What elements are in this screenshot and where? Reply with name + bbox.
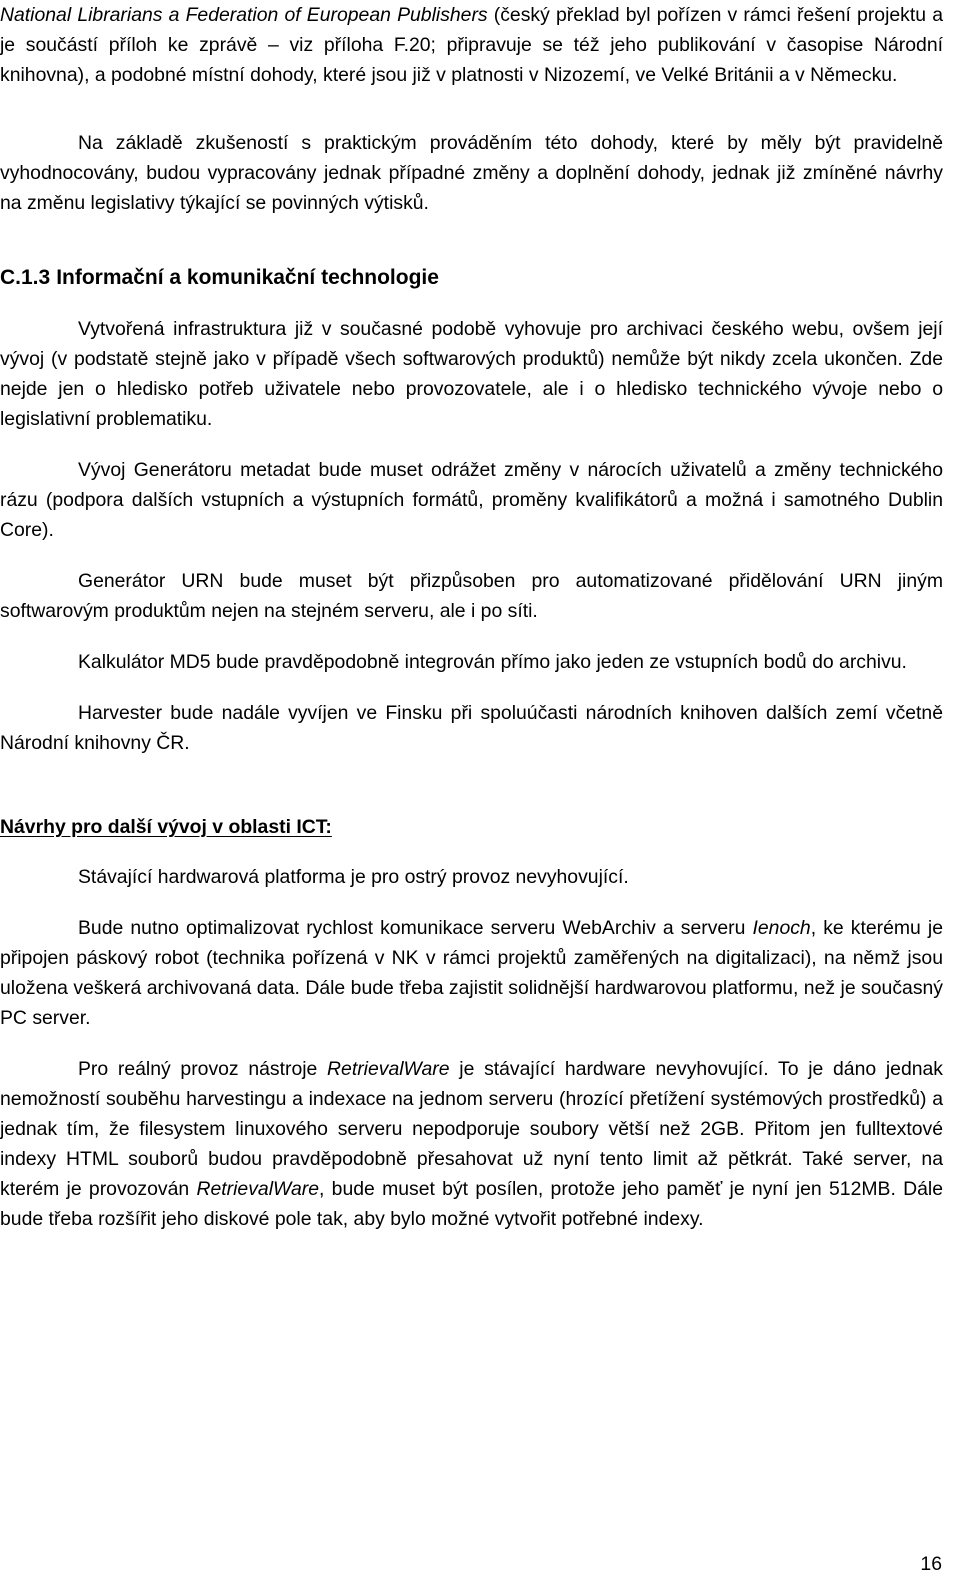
section-number: C.1.3 bbox=[0, 266, 51, 289]
page-number: 16 bbox=[920, 1553, 942, 1575]
paragraph-hardware-platform: Stávající hardwarová platforma je pro ostrý provoz nevyhovující. bbox=[78, 866, 629, 888]
paragraph-retrievalware-start: Pro reálný provoz nástroje bbox=[78, 1058, 328, 1080]
paragraph-retrievalware-end: , bude muset být posílen, protože jeho paměť je nyní jen 512MB. Dále bude třeba rozšířit jeho diskové pole tak, aby bylo možné vytvořit potřebné indexy. bbox=[0, 1178, 944, 1230]
paragraph-server-communication bbox=[0, 913, 943, 1033]
paragraph-server-communication-end: , ke kterému je připojen páskový robot (technika pořízená v NK v rámci projektů zaměřených na digitalizaci), na němž jsou uložena veškerá archivovaná data. Dále bude třeba zajistit solidnější hardwarovou platformu, než je současný PC server. bbox=[0, 917, 943, 1029]
ict-subheading: Návrhy pro další vývoj v oblasti ICT: bbox=[0, 816, 332, 838]
paragraph-server-communication-start: Bude nutno optimalizovat rychlost komunikace serveru WebArchiv a serveru bbox=[78, 917, 753, 939]
paragraph-urn-generator: Generátor URN bude muset být přizpůsoben pro automatizované přidělování URN jiným softwarovým produktům nejen na stejném serveru, ale i po síti. bbox=[0, 570, 943, 622]
paragraph-evaluation: Na základě zkušeností s praktickým prováděním této dohody, které by měly být pravidelně vyhodnocovány, budou vypracovány jednak případné změny a doplnění dohody, jednak již zmíněné návrhy na změnu legislativy týkající se povinných výtisků. bbox=[0, 132, 943, 214]
paragraph-agreement bbox=[0, 0, 943, 90]
retrievalware-italic-1: RetrievalWare bbox=[327, 1058, 450, 1080]
paragraph-retrievalware-middle: je stávající hardware nevyhovující. To je dáno jednak nemožností souběhu harvestingu a indexace na jednom serveru (hrozící přetížení systémových prostředků) a jednak tím, že filesystem linuxového serveru nepodporuje soubory větší než 2GB. Přitom jen fulltextové indexy HTML souborů budou pravděpodobně přesahovat už nyní tento limit až pětkrát. Také server, na kterém je provozován bbox=[0, 1058, 943, 1200]
paragraph-harvester: Harvester bude nadále vyvíjen ve Finsku při spoluúčasti národních knihoven dalších zemí včetně Národní knihovny ČR. bbox=[0, 702, 943, 754]
paragraph-metadata-generator: Vývoj Generátoru metadat bude muset odrážet změny v nárocích uživatelů a změny technického rázu (podpora dalších vstupních a výstupních formátů, proměny kvalifikátorů a možná i samotného Dublin Core). bbox=[0, 459, 943, 541]
section-heading bbox=[0, 262, 943, 294]
retrievalware-italic-2: RetrievalWare bbox=[196, 1178, 319, 1200]
server-name-italic: Ienoch bbox=[752, 917, 811, 939]
paragraph-md5-calculator: Kalkulátor MD5 bude pravděpodobně integrován přímo jako jeden ze vstupních bodů do archivu. bbox=[78, 651, 907, 673]
paragraph-agreement-text: (český překlad byl pořízen v rámci řešení projektu a je součástí příloh ke zprávě – viz příloha F.20; připravuje se též jeho publikování v časopise Národní knihovna), a podobné místní dohody, které jsou již v platnosti v Nizozemí, ve Velké Británii a v Německu. bbox=[0, 4, 943, 86]
paragraph-retrievalware bbox=[0, 1054, 943, 1234]
section-title: Informační a komunikační technologie bbox=[56, 266, 439, 289]
italic-org-name: National Librarians a Federation of European Publishers bbox=[0, 4, 488, 26]
paragraph-infrastructure: Vytvořená infrastruktura již v současné podobě vyhovuje pro archivaci českého webu, ovšem její vývoj (v podstatě stejně jako v případě všech softwarových produktů) nemůže být nikdy zcela ukončen. Zde nejde jen o hledisko potřeb uživatele nebo provozovatele, ale i o hledisko technického vývoje nebo o legislativní problematiku. bbox=[0, 318, 943, 430]
